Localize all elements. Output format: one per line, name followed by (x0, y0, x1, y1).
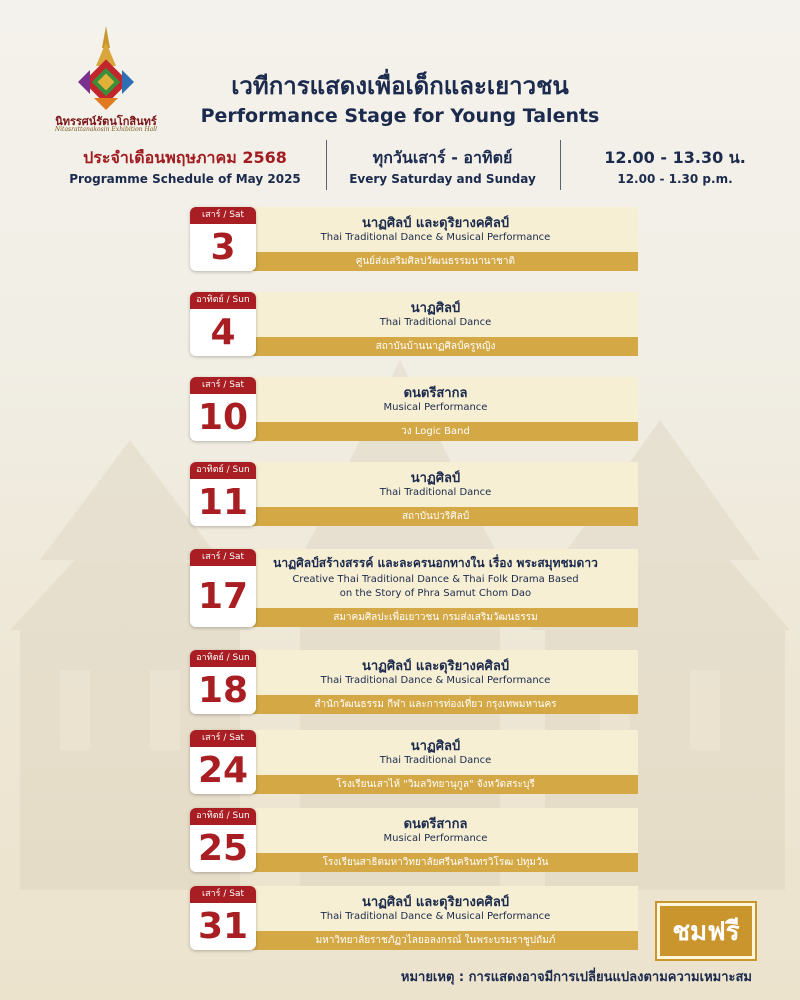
event-panel (233, 886, 638, 950)
event-title-english: Thai Traditional Dance & Musical Performance (320, 675, 551, 686)
calendar-date-badge (190, 292, 256, 356)
calendar-day-number: 3 (210, 227, 236, 268)
calendar-day-number: 4 (210, 312, 236, 353)
event-title-english: Thai Traditional Dance (379, 317, 492, 328)
event-title-thai: นาฏศิลป์ (410, 739, 461, 754)
calendar-weekday: อาทิตย์ / Sun (190, 650, 256, 667)
calendar-day-number: 18 (197, 670, 249, 711)
calendar-weekday: เสาร์ / Sat (190, 730, 256, 747)
event-organizer: สถาบันบ้านนาฏศิลป์ครูหญิง (375, 341, 496, 352)
event-row (188, 650, 638, 714)
event-panel (233, 808, 638, 872)
calendar-day-number: 17 (197, 576, 249, 617)
page-title-thai: เวทีการแสดงเพื่อเด็กและเยาวชน (231, 72, 569, 100)
event-panel (233, 462, 638, 526)
schedule-time (570, 148, 780, 188)
event-panel (233, 730, 638, 794)
event-title-english: Thai Traditional Dance (379, 487, 492, 498)
event-organizer: มหาวิทยาลัยราชภัฏวไลยอลงกรณ์ ในพระบรมราชูปถัมภ์ (315, 935, 556, 946)
calendar-day-number: 24 (197, 750, 249, 791)
event-title-thai: ดนตรีสากล (403, 817, 468, 832)
time-english: 12.00 - 1.30 p.m. (617, 172, 733, 186)
event-organizer: ศูนย์ส่งเสริมศิลปวัฒนธรรมนานาชาติ (355, 256, 516, 267)
days-thai: ทุกวันเสาร์ - อาทิตย์ (372, 148, 513, 167)
calendar-date-badge (190, 886, 256, 950)
page-title-english: Performance Stage for Young Talents (200, 105, 600, 127)
calendar-date-badge (190, 207, 256, 271)
logo-subtext: Nitasrattanakosin Exhibition Hall (54, 126, 158, 133)
event-panel (233, 549, 638, 627)
event-title-english: Thai Traditional Dance (379, 755, 492, 766)
calendar-day-number: 11 (197, 482, 249, 523)
calendar-day-number: 10 (197, 397, 249, 438)
calendar-day-number: 31 (197, 906, 249, 947)
event-title-thai: นาฏศิลป์ และดุริยางคศิลป์ (361, 659, 510, 674)
event-row (188, 207, 638, 271)
free-admission-badge: ชมฟรี (657, 903, 755, 959)
days-english: Every Saturday and Sunday (349, 172, 536, 186)
footer-note: หมายเหตุ : การแสดงอาจมีการเปลี่ยนแปลงตามความเหมาะสม (400, 970, 752, 985)
event-title-thai: นาฏศิลป์สร้างสรรค์ และละครนอกทางใน เรื่อง พระสมุทชมดาว (273, 556, 598, 570)
event-title-thai: นาฏศิลป์ และดุริยางคศิลป์ (361, 216, 510, 231)
calendar-weekday: อาทิตย์ / Sun (190, 808, 256, 825)
schedule-month (50, 148, 320, 188)
event-row (188, 808, 638, 872)
event-organizer: สำนักวัฒนธรรม กีฬา และการท่องเที่ยว กรุงเทพมหานคร (314, 699, 557, 710)
event-panel (233, 292, 638, 356)
event-title-thai: ดนตรีสากล (403, 386, 468, 401)
event-title-english: Creative Thai Traditional Dance & Thai Folk Drama Based (292, 574, 579, 585)
event-title-english-line2: on the Story of Phra Samut Chom Dao (339, 588, 532, 599)
event-title-english: Thai Traditional Dance & Musical Performance (320, 232, 551, 243)
time-thai: 12.00 - 13.30 น. (604, 148, 746, 167)
event-title-english: Thai Traditional Dance & Musical Performance (320, 911, 551, 922)
event-organizer: สมาคมศิลปะเพื่อเยาวชน กรมส่งเสริมวัฒนธรรม (333, 612, 538, 623)
event-row (188, 462, 638, 526)
event-row (188, 886, 638, 950)
header-divider (560, 140, 561, 190)
calendar-weekday: อาทิตย์ / Sun (190, 462, 256, 479)
event-row (188, 292, 638, 356)
calendar-date-badge (190, 730, 256, 794)
month-english: Programme Schedule of May 2025 (69, 172, 301, 186)
header-divider (326, 140, 327, 190)
event-organizer: โรงเรียนสาธิตมหาวิทยาลัยศรีนครินทรวิโรฒ ปทุมวัน (322, 857, 549, 868)
calendar-weekday: เสาร์ / Sat (190, 207, 256, 224)
event-title-thai: นาฏศิลป์ และดุริยางคศิลป์ (361, 895, 510, 910)
calendar-weekday: อาทิตย์ / Sun (190, 292, 256, 309)
calendar-date-badge (190, 808, 256, 872)
calendar-weekday: เสาร์ / Sat (190, 549, 256, 566)
logo-text: นิทรรศน์รัตนโกสินทร์ (55, 115, 157, 128)
event-title-english: Musical Performance (383, 402, 488, 413)
calendar-weekday: เสาร์ / Sat (190, 377, 256, 394)
event-row (188, 377, 638, 441)
calendar-day-number: 25 (197, 828, 249, 869)
event-row (188, 730, 638, 794)
calendar-weekday: เสาร์ / Sat (190, 886, 256, 903)
event-panel (233, 377, 638, 441)
month-thai: ประจำเดือนพฤษภาคม 2568 (83, 148, 287, 167)
event-organizer: โรงเรียนเสาไห้ "วิมลวิทยานุกูล" จังหวัดสระบุรี (336, 779, 535, 790)
calendar-date-badge (190, 462, 256, 526)
event-title-thai: นาฏศิลป์ (410, 471, 461, 486)
event-organizer: สถาบันปวริศิลป์ (401, 511, 470, 522)
schedule-days (335, 148, 550, 188)
calendar-date-badge (190, 650, 256, 714)
event-panel (233, 207, 638, 271)
calendar-date-badge (190, 549, 256, 627)
event-title-thai: นาฏศิลป์ (410, 301, 461, 316)
event-organizer: วง Logic Band (401, 426, 470, 437)
event-row (188, 549, 638, 627)
event-title-english: Musical Performance (383, 833, 488, 844)
event-panel (233, 650, 638, 714)
calendar-date-badge (190, 377, 256, 441)
